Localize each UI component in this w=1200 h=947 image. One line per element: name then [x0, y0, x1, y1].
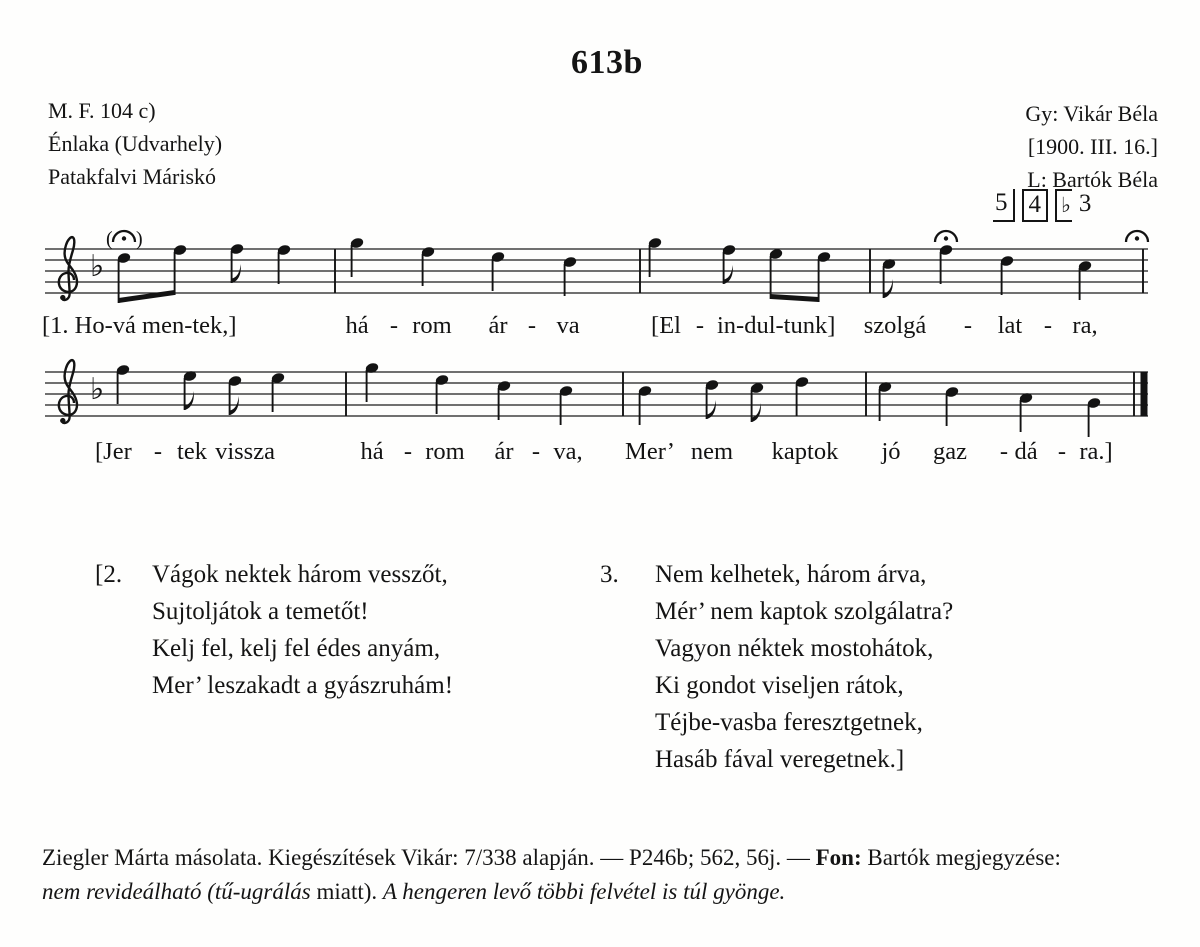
fermata-icon	[113, 231, 135, 242]
verse-number: [2.	[95, 561, 123, 588]
lyric-syllable: há	[345, 312, 369, 339]
verse-line: Mer’ leszakadt a gyászruhám!	[152, 672, 454, 699]
lyric-syllable: lat	[997, 312, 1023, 339]
notator: L: Bartók Béla	[1027, 167, 1158, 192]
footnote-remark-italic: nem revideálható (tű-ugrálás	[42, 879, 317, 904]
lyric-syllable: ár	[494, 438, 514, 465]
verse-2	[95, 556, 453, 704]
footnote-remark-roman: miatt).	[316, 879, 383, 904]
verse-line: Sujtoljátok a temetőt!	[152, 598, 369, 625]
fermata-icon	[935, 231, 957, 242]
footnote	[42, 841, 1167, 909]
final-barline-thick	[1141, 372, 1148, 417]
eighth-flag-icon	[752, 403, 761, 422]
key-signature-flat-icon: ♭	[90, 249, 105, 284]
cadence-degree-2: 4	[1022, 189, 1049, 222]
page-title: 613b	[571, 44, 643, 81]
lyric-syllable: -	[389, 312, 399, 339]
lyric-syllable: vissza	[215, 438, 275, 465]
eighth-flag-icon	[232, 264, 241, 283]
lyric-syllable: dá	[1014, 438, 1038, 465]
verse-number: 3.	[600, 561, 619, 588]
treble-clef-icon	[59, 237, 77, 300]
lyric-syllable: Mer’	[625, 438, 675, 465]
lyric-syllable: va,	[553, 438, 583, 465]
lyric-syllable: ár	[488, 312, 508, 339]
verse-3	[600, 556, 1160, 778]
footnote-fon-label: Fon:	[815, 845, 862, 870]
verse-line: Kelj fel, kelj fel édes anyám,	[152, 635, 441, 662]
verse-lines	[655, 556, 953, 778]
lyric-syllable: -	[153, 438, 163, 465]
staff-2	[45, 360, 1148, 465]
lyric-syllable: -	[999, 438, 1009, 465]
verse-line: Vagyon néktek mostohátok,	[655, 635, 934, 662]
cadence-degree-1: 5	[993, 189, 1015, 222]
lyric-syllable: -	[531, 438, 541, 465]
lyric-syllable: va	[556, 312, 580, 339]
lyric-syllable: jó	[881, 438, 901, 465]
fermata-icon	[1126, 231, 1148, 242]
lyric-syllable: há	[360, 438, 384, 465]
lyric-syllable: [1. Ho-vá men-tek,]	[42, 312, 237, 339]
lyric-syllable: rom	[425, 438, 465, 465]
performer: Patakfalvi Máriskó	[48, 164, 217, 189]
lyric-syllable: kaptok	[771, 438, 839, 465]
lyric-syllable: [Jer	[95, 438, 132, 465]
beam	[771, 294, 819, 302]
lyric-syllable: -	[1043, 312, 1053, 339]
verse-line: Téjbe-vasba feresztgetnek,	[655, 709, 923, 736]
footnote-text: Bartók megjegyzése:	[861, 845, 1061, 870]
lyric-syllable: -	[403, 438, 413, 465]
treble-clef-icon	[59, 360, 77, 423]
lyric-syllable: gaz	[933, 438, 967, 465]
beam	[119, 290, 175, 303]
collector: Gy: Vikár Béla	[1025, 101, 1158, 126]
lyric-syllable: -	[963, 312, 973, 339]
fermata-paren: )	[136, 228, 143, 250]
location: Énlaka (Udvarhely)	[48, 131, 223, 156]
lyric-syllable: rom	[412, 312, 452, 339]
verse-line: Vágok nektek három vesszőt,	[152, 561, 448, 588]
lyric-syllable: [El	[651, 312, 681, 339]
lyric-syllable: -	[695, 312, 705, 339]
staff-1	[42, 228, 1148, 339]
footnote-line-2	[42, 875, 1167, 909]
lyric-syllable: szolgá	[863, 312, 927, 339]
verse-line: Nem kelhetek, három árva,	[655, 561, 927, 588]
source-reference: M. F. 104 c)	[48, 98, 156, 123]
footnote-line-1	[42, 841, 1167, 875]
footnote-text: Ziegler Márta másolata. Kiegészítések Vikár: 7/338 alapján. — P246b; 562, 56j. —	[42, 845, 816, 870]
verse-line: Mér’ nem kaptok szolgálatra?	[655, 598, 954, 625]
eighth-flag-icon	[724, 265, 733, 284]
lyric-syllable: -	[527, 312, 537, 339]
lyric-syllable: ra,	[1072, 312, 1098, 339]
verse-line: Ki gondot viseljen rátok,	[655, 672, 904, 699]
lyric-syllable: -	[1057, 438, 1067, 465]
lyric-syllable: nem	[690, 438, 734, 465]
verse-lines	[152, 556, 453, 704]
key-signature-flat-icon: ♭	[90, 372, 105, 407]
footnote-remark-italic: A hengeren levő többi felvétel is túl gyönge.	[382, 879, 786, 904]
collection-date: [1900. III. 16.]	[1027, 134, 1158, 159]
flat-icon: ♭	[1061, 193, 1071, 217]
fermata-paren: (	[106, 228, 113, 250]
lyric-syllable: ra.]	[1079, 438, 1113, 465]
verse-line: Hasáb fával veregetnek.]	[655, 746, 905, 773]
lyric-syllable: in-dul-tunk]	[717, 312, 836, 339]
cadence-degree-3: 3	[1078, 190, 1092, 217]
lyric-syllable: tek	[177, 438, 207, 465]
